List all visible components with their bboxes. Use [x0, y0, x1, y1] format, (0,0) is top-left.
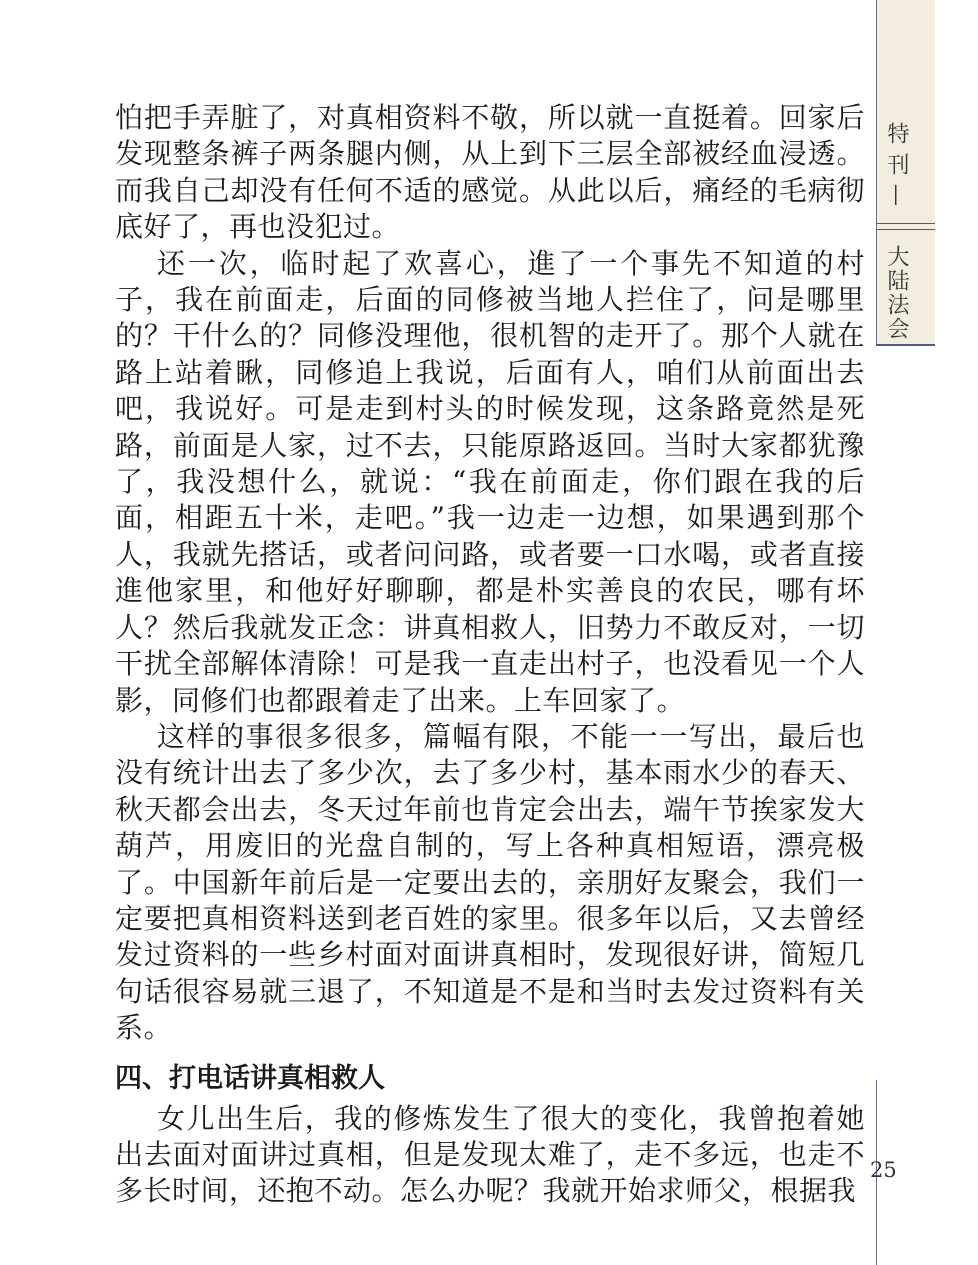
side-tab-label-bottom: 大陆法会	[884, 245, 909, 341]
paragraph-continuation: 怕把手弄脏了，对真相资料不敬，所以就一直挺着。回家后发现整条裤子两条腿内侧，从上到下三层全部被经血浸透。而我自己却没有任何不适的感觉。从此以后，痛经的毛病彻底好了，再也没犯过。	[115, 101, 865, 244]
page-number: 25	[870, 1158, 897, 1182]
body-text	[115, 100, 865, 1210]
paragraph: 这样的事很多很多，篇幅有限，不能一一写出，最后也没有统计出去了多少次，去了多少村，基本雨水少的春天、秋天都会出去，冬天过年前也肯定会出去，端午节挨家发大葫芦，用废旧的光盘自制的，写上各种真相短语，漂亮极了。中国新年前后是一定要出去的，亲朋好友聚会，我们一定要把真相资料送到老百姓的家里。很多年以后，又去曾经发过资料的一些乡村面对面讲真相时，发现很好讲，简短几句话很容易就三退了，不知道是不是和当时去发过资料有关系。	[115, 719, 865, 1045]
section-heading: 四、打电话讲真相救人	[115, 1062, 385, 1094]
paragraph: 还一次，临时起了欢喜心，進了一个事先不知道的村子，我在前面走，后面的同修被当地人拦住了，问是哪里的？干什么的？同修没理他，很机智的走开了。那个人就在路上站着瞅，同修追上我说，后面有人，咱们从前面出去吧，我说好。可是走到村头的时候发现，这条路竟然是死路，前面是人家，过不去，只能原路返回。当时大家都犹豫了，我没想什么，就说：“我在前面走，你们跟在我的后面，相距五十米，走吧。”我一边走一边想，如果遇到那个人，我就先搭话，或者问问路，或者要一口水喝，或者直接進他家里，和他好好聊聊，都是朴实善良的农民，哪有坏人？然后我就发正念：讲真相救人，旧势力不敢反对，一切干扰全部解体清除！可是我一直走出村子，也没看见一个人影，同修们也都跟着走了出来。上车回家了。	[115, 246, 865, 717]
paragraph: 女儿出生后，我的修炼发生了很大的变化，我曾抱着她出去面对面讲过真相，但是发现太难了，走不多远，也走不多长时间，还抱不动。怎么办呢？我就开始求师父，根据我	[115, 1101, 865, 1208]
side-tab-label-top: 特刊—	[884, 121, 909, 215]
side-tab-divider-2	[877, 229, 935, 230]
side-tab-divider	[877, 223, 935, 224]
side-tab-bottom-line	[876, 344, 935, 346]
